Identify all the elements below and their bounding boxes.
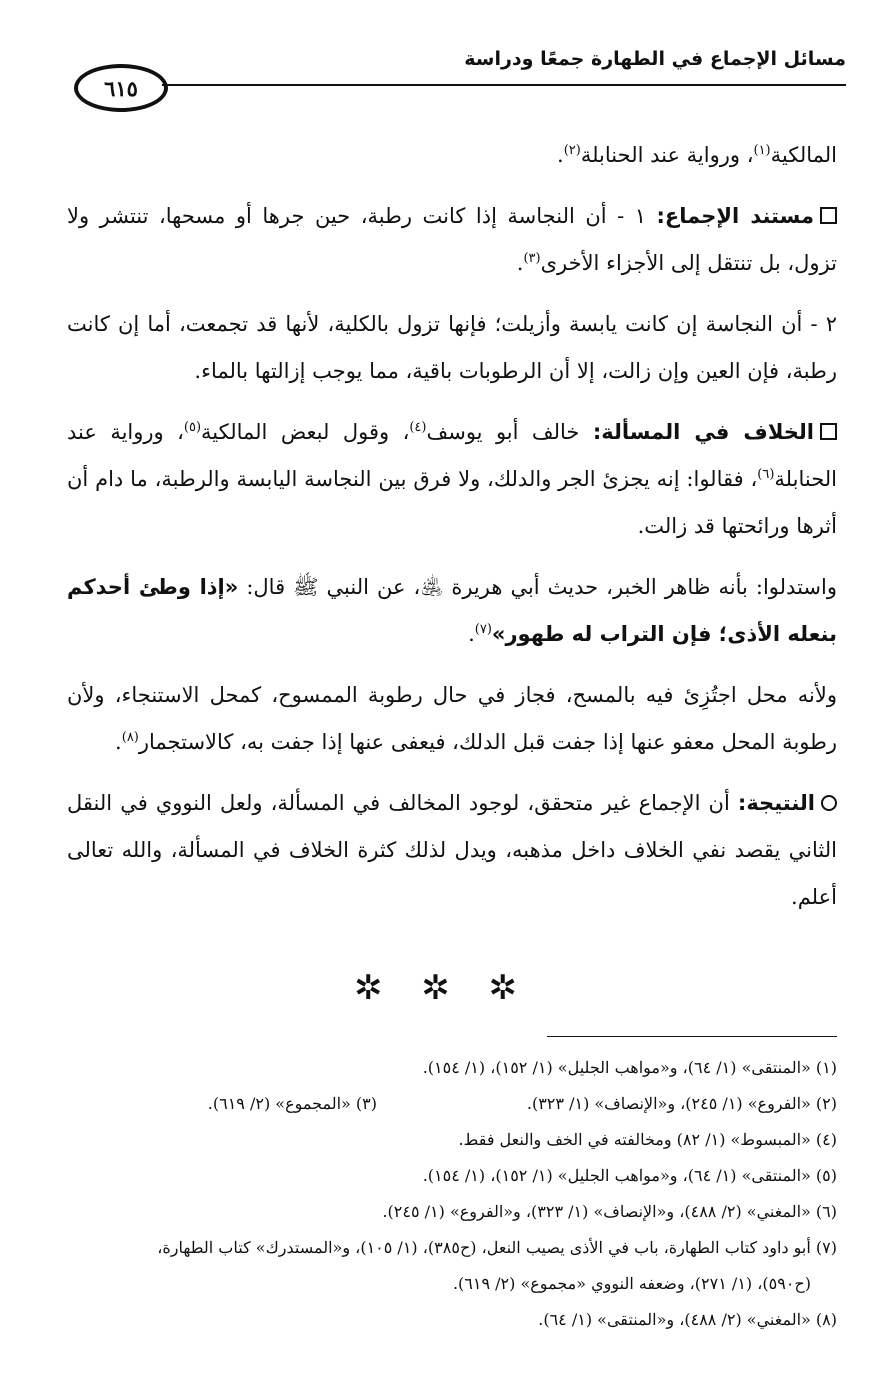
hadith-quote: «إذا وطئ أحدكم بنعله الأذى؛ فإن التراب له طهور» [67, 575, 837, 646]
section-label-evidence: مستند الإجماع: [656, 204, 814, 228]
paragraph-evidence-2: ٢ - أن النجاسة إن كانت يابسة وأزيلت؛ فإنها تزول بالكلية، لأنها قد تجمعت، أما إن كانت رطبة، فإن العين وإن زالت، إلا أن الرطوبات باقية، مما يوجب إزالتها بالماء. [67, 312, 837, 383]
paragraph-reasoning: ولأنه محل اجتُزِئ فيه بالمسح، فجاز في حال رطوبة الممسوح، كمحل الاستنجاء، ولأن رطوبة المحل معفو عنها إذا جفت قبل الدلك، فيعفى عنها إذا جفت به، كالاستجمار$^{(٨)}$. [67, 683, 837, 754]
footnote-ref[interactable]: (٤) [409, 420, 427, 435]
main-text [67, 132, 837, 935]
paragraph-1: المالكية$^{(١)}$، ورواية عند الحنابلة$^{(٢)}$. [557, 143, 837, 167]
square-bullet-icon [820, 207, 837, 224]
footnotes [67, 1050, 837, 1338]
footnote-8: (٨) «المغني» (٢/ ٤٨٨)، و«المنتقى» (١/ ٦٤). [538, 1310, 837, 1329]
footnote-1: (١) «المنتقى» (١/ ٦٤)، و«مواهب الجليل» (١/ ١٥٢)، (١/ ١٥٤). [422, 1058, 837, 1077]
footnote-ref[interactable]: (٣) [523, 251, 541, 266]
footnote-4: (٤) «المبسوط» (١/ ٨٢) ومخالفته في الخف والنعل فقط. [458, 1130, 837, 1149]
footnote-6: (٦) «المغني» (٢/ ٤٨٨)، و«الإنصاف» (١/ ٣٢٣)، و«الفروع» (١/ ٢٤٥). [382, 1202, 837, 1221]
circle-bullet-icon [821, 795, 837, 811]
paragraph-dispute: الخلاف في المسألة: خالف أبو يوسف$^{(٤)}$، وقول لبعض المالكية$^{(٥)}$، ورواية عند الحنابلة$^{(٦)}$، فقالوا: إنه يجزئ الجر والدلك، ولا فرق بين النجاسة اليابسة والرطبة، ما دام أن أثرها ورائحتها قد زالت. [67, 420, 837, 538]
footnote-2: (٢) «الفروع» (١/ ٢٤٥)، و«الإنصاف» (١/ ٣٢٣). [526, 1094, 837, 1113]
square-bullet-icon [820, 423, 837, 440]
footnote-rule [547, 1036, 837, 1037]
section-label-dispute: الخلاف في المسألة: [592, 420, 814, 444]
footnote-ref[interactable]: (٧) [474, 622, 492, 637]
section-divider-ornament: ✲ ✲ ✲ [353, 968, 532, 1008]
paragraph-evidence: مستند الإجماع: ١ - أن النجاسة إذا كانت رطبة، حين جرها أو مسحها، تنتشر ولا تزول، بل تنتقل إلى الأجزاء الأخرى$^{(٣)}$. [67, 204, 837, 275]
footnote-7-continued: (ح٥٩٠)، (١/ ٢٧١)، وضعفه النووي «مجموع» (٢/ ٦١٩). [452, 1274, 811, 1293]
page-header [66, 38, 846, 110]
page-number: ٦١٥ [74, 64, 168, 112]
section-label-result: النتيجة: [737, 791, 815, 815]
paragraph-result: النتيجة: أن الإجماع غير متحقق، لوجود المخالف في المسألة، ولعل النووي في النقل الثاني يقصد نفي الخلاف داخل مذهبه، ويدل لذلك كثرة الخلاف في المسألة، والله تعالى أعلم. [67, 791, 837, 909]
footnote-ref[interactable]: (٨) [121, 730, 139, 745]
footnote-ref[interactable]: (٦) [757, 467, 775, 482]
footnote-row [67, 1086, 837, 1122]
footnote-ref[interactable]: (٢) [563, 143, 581, 158]
footnote-ref[interactable]: (١) [753, 143, 771, 158]
footnote-5: (٥) «المنتقى» (١/ ٦٤)، و«مواهب الجليل» (١/ ١٥٢)، (١/ ١٥٤). [422, 1166, 837, 1185]
footnote-ref[interactable]: (٥) [183, 420, 202, 435]
paragraph-proof: واستدلوا: بأنه ظاهر الخبر، حديث أبي هريرة ﵁، عن النبي ﷺ قال: «إذا وطئ أحدكم بنعله الأذى؛ فإن التراب له طهور»$^{(٧)}$. [67, 575, 837, 646]
footnote-7: (٧) أبو داود كتاب الطهارة، باب في الأذى يصيب النعل، (ح٣٨٥)، (١/ ١٠٥)، و«المستدرك» كتاب الطهارة، [157, 1238, 837, 1257]
footnote-3: (٣) «المجموع» (٢/ ٦١٩). [207, 1094, 377, 1113]
header-rule [162, 84, 846, 86]
running-title: مسائل الإجماع في الطهارة جمعًا ودراسة [464, 48, 846, 70]
